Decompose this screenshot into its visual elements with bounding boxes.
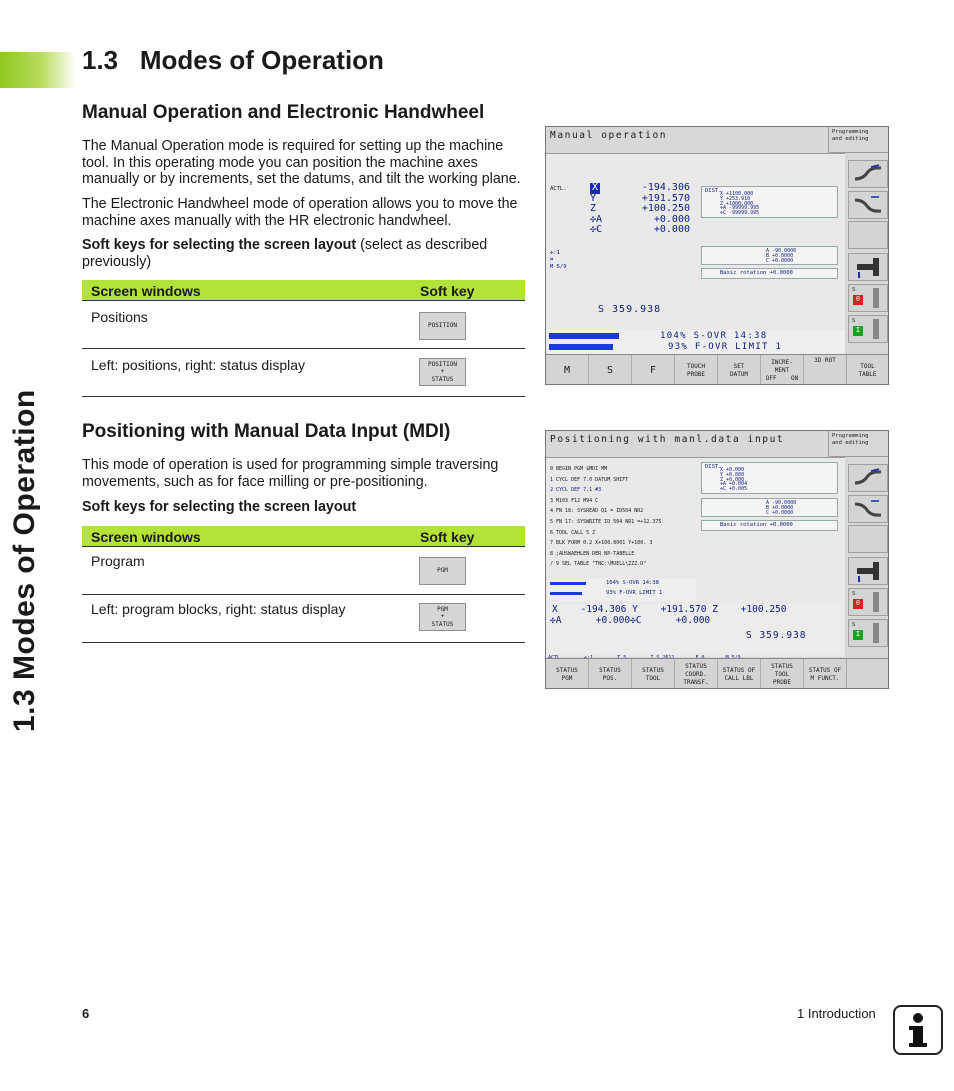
softkey-bar [546,658,889,689]
basic-rotation: Basic rotation +0.0000 [701,520,838,531]
spindle-stop-icon[interactable]: S 0 [848,284,888,312]
table-row [82,546,525,595]
position-lines: X -194.306 Y +191.570 Z +100.250 ✣A +0.000✣C +0.000 S 359.938 [548,604,844,654]
vertical-softkeys [846,153,889,353]
softkey-3d-rot[interactable]: 3D ROT [804,355,847,385]
vertical-softkeys [846,457,889,657]
softkey-status-pos[interactable]: STATUS POS. [589,659,632,689]
softkey-increment[interactable]: INCRE- MENT OFF ON [761,355,804,385]
paragraph-manual-1: The Manual Operation mode is required for setting up the machine tool. In this operating mode you can position the machine axes manually or by increments, set the datums, and tilt the working plane. [82,138,521,187]
table-cell-label: Left: positions, right: status display [91,357,305,373]
actl-label: ACTL. [550,186,567,192]
table-row [82,300,525,349]
bcs-panel: A -90.0000 B +0.0000 C +0.0000 [701,246,838,265]
softkey-status-call-lbl[interactable]: STATUS OF CALL LBL [718,659,761,689]
spindle-start-icon[interactable]: S I [848,315,888,343]
pgm-status-softkey[interactable]: PGM + STATUS [419,603,466,631]
softkey-table-manual [82,280,525,397]
table-row [82,594,525,643]
softkey-status-pgm[interactable]: STATUS PGM [546,659,589,689]
section-title-mdi: Positioning with Manual Data Input (MDI) [82,421,451,442]
page-title: 1.3 Modes of Operation [82,45,384,75]
softkey-tool-table[interactable]: TOOL TABLE [847,355,889,385]
table-header [82,280,525,301]
softkey-touch-probe[interactable]: TOUCH PROBE [675,355,718,385]
pgm-softkey[interactable]: PGM [419,557,466,585]
softkey-table-mdi [82,526,525,643]
bcs-panel: A -90.0000 B +0.0000 C +0.0000 [701,498,838,517]
softkey-m[interactable]: M [546,355,589,385]
softkey-f[interactable]: F [632,355,675,385]
dist-panel: DIST. X +0.000 Y +0.000 Z +0.000 ✣A +0.004 ✣C +0.005 [701,462,838,494]
softkey-blank[interactable] [847,659,889,689]
softkey-status-tool-probe[interactable]: STATUS TOOL PROBE [761,659,804,689]
dist-panel: DIST. X +1100.000 Y +253.910 Z +1000.000 ✣A -99999.995 ✣C -99999.995 [701,186,838,218]
f-override-bar [549,344,613,350]
axis-positions: X -194.306 Y +191.570 Z +100.250 ✣A +0.000 ✣C +0.000 [590,182,690,235]
softkey-bar [546,354,889,385]
section-title-manual: Manual Operation and Electronic Handwheel [82,102,485,123]
info-icon [893,1005,943,1055]
table-header-softkey: Soft key [420,283,475,299]
blank-softkey[interactable] [848,525,888,553]
table-cell-label: Left: program blocks, right: status display [91,601,346,617]
mdi-screen [545,430,889,689]
softkey-status-coord-transf[interactable]: STATUS COORD. TRANSF. [675,659,718,689]
softkey-status-m-funct[interactable]: STATUS OF M FUNCT. [804,659,847,689]
softkey-status-tool[interactable]: STATUS TOOL [632,659,675,689]
side-chapter-title: 1.3 Modes of Operation [8,389,41,732]
travel-right-icon[interactable] [848,495,888,523]
program-display [546,457,845,657]
softkey-set-datum[interactable]: SET DATUM [718,355,761,385]
spindle-stop-icon[interactable]: S 0 [848,588,888,616]
table-header-windows: Screen windows [91,529,201,545]
paragraph-mdi-softkeys: Soft keys for selecting the screen layout [82,499,357,515]
programming-mode-label: Programming and editing [830,431,889,457]
left-info: ✣:1 ⌗ M 5/9 [550,250,567,270]
paragraph-mdi-1: This mode of operation is used for programming simple traversing movements, such as for face milling or pre-positioning. [82,457,499,490]
table-header-softkey: Soft key [420,529,475,545]
position-softkey[interactable]: POSITION [419,312,466,340]
screen-title: Positioning with manl.data input [546,431,829,457]
table-header [82,526,525,547]
screen-title: Manual operation [546,127,829,153]
position-status-softkey[interactable]: POSITION + STATUS [419,358,466,386]
travel-right-icon[interactable] [848,191,888,219]
position-display [546,153,845,353]
travel-left-icon[interactable] [848,464,888,492]
table-row [82,348,525,397]
manual-operation-screen [545,126,889,385]
chapter-label: 1 Introduction [797,1006,876,1021]
table-header-windows: Screen windows [91,283,201,299]
override-panel: 104% S-OVR 14:38 93% F-OVR LIMIT 1 [548,579,696,601]
coolant-icon[interactable] [848,253,888,281]
table-cell-label: Program [91,553,145,569]
program-listing: 0 BEGIN PGM $MDI MM 1 CYCL DEF 7.0 DATUM SHIFT 2 CYCL DEF 7.1 #3 3 M103 F12 M94 C 4 FN 18: SYSREAD Q1 = ID504 NR2 5 FN 17: SYSWRITE ID 504 NR1 =+12.375 6 TOOL CALL 5 Z 7 BLK FORM 0.2 X+100.0001 Y+100. 3 8 ;AUSWAEHLEN DER NP-TABELLE / 9 SEL TABLE "TNC:\MUELL\ZZZ.D" [550,466,662,568]
spindle-speed: S 359.938 [598,304,662,315]
paragraph-manual-softkeys: Soft keys for selecting the screen layout (select as described previously) [82,237,488,270]
s-override-bar [549,333,619,339]
softkey-s[interactable]: S [589,355,632,385]
coolant-icon[interactable] [848,557,888,585]
basic-rotation: Basic rotation +0.0000 [701,268,838,279]
page-number: 6 [82,1006,90,1021]
spindle-start-icon[interactable]: S I [848,619,888,647]
travel-left-icon[interactable] [848,160,888,188]
programming-mode-label: Programming and editing [830,127,889,153]
blank-softkey[interactable] [848,221,888,249]
override-panel: 104% S-OVR 14:38 93% F-OVR LIMIT 1 [548,330,845,354]
table-cell-label: Positions [91,309,148,325]
paragraph-manual-2: The Electronic Handwheel mode of operation allows you to move the machine axes manually with the HR electronic handwheel. [82,196,518,229]
